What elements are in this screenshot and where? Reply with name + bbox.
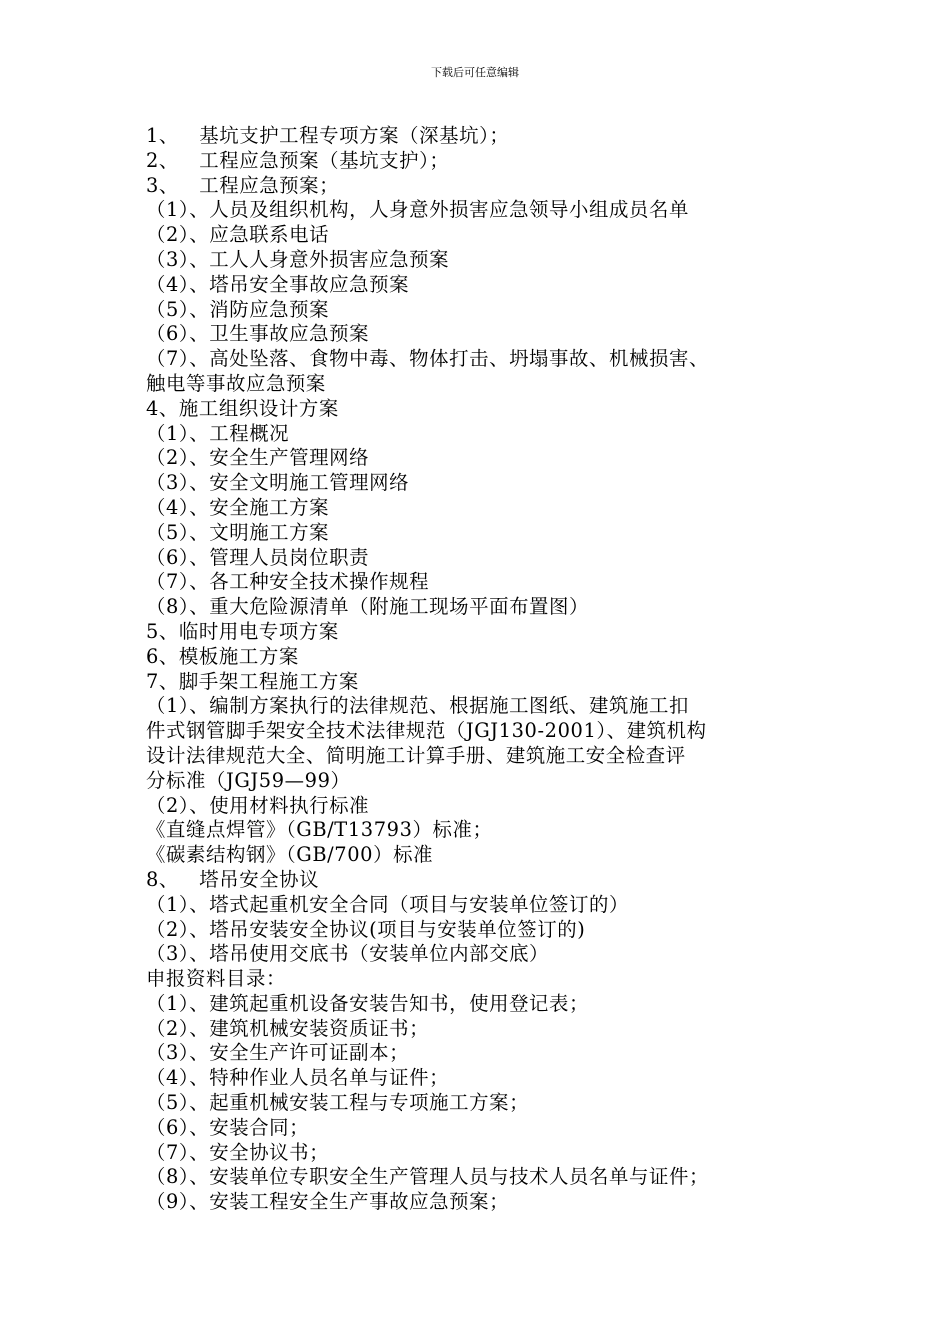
list-item: （5）、文明施工方案 [146,520,330,544]
document-body [146,124,836,1215]
list-item: （2）、塔吊安装安全协议(项目与安装单位签订的) [146,917,586,941]
list-item: （4）、特种作业人员名单与证件； [146,1066,450,1090]
list-item: （4）、安全施工方案 [146,495,330,519]
list-item: （1）、工程概况 [146,421,290,445]
list-item: （6）、卫生事故应急预案 [146,322,370,346]
list-item: 分标准（JGJ59—99） [146,768,351,792]
page-header: 下载后可任意编辑 [431,66,519,79]
list-item: （3）、工人人身意外损害应急预案 [146,247,450,271]
list-item: （8）、重大危险源清单（附施工现场平面布置图） [146,595,590,619]
list-item: （3）、安全生产许可证副本； [146,1041,410,1065]
list-item: 2、 工程应急预案（基坑支护）； [146,148,450,172]
list-item: 3、 工程应急预案； [146,173,340,197]
list-item: （1）、塔式起重机安全合同（项目与安装单位签订的） [146,892,630,916]
list-item: 8、 塔吊安全协议 [146,867,320,891]
list-item: 触电等事故应急预案 [146,371,326,395]
list-item: （2）、安全生产管理网络 [146,446,370,470]
list-item: 设计法律规范大全、简明施工计算手册、建筑施工安全检查评 [146,743,686,767]
list-item: 5、临时用电专项方案 [146,619,339,643]
list-item: （2）、使用材料执行标准 [146,793,370,817]
list-item: （1）、编制方案执行的法律规范、根据施工图纸、建筑施工扣 [146,694,689,718]
list-item: （3）、塔吊使用交底书（安装单位内部交底） [146,942,550,966]
list-item: 《直缝点焊管》（GB/T13793）标准； [146,818,493,842]
list-item: （7）、高处坠落、食物中毒、物体打击、坍塌事故、机械损害、 [146,347,709,371]
list-item: 7、脚手架工程施工方案 [146,669,359,693]
list-item: （4）、塔吊安全事故应急预案 [146,272,410,296]
list-item: （6）、安装合同； [146,1115,310,1139]
list-item: （7）、安全协议书； [146,1140,330,1164]
list-item: （1）、建筑起重机设备安装告知书，使用登记表； [146,991,590,1015]
list-item: （5）、消防应急预案 [146,297,330,321]
list-item: （7）、各工种安全技术操作规程 [146,570,430,594]
list-item: （2）、建筑机械安装资质证书； [146,1016,430,1040]
list-item: 1、 基坑支护工程专项方案（深基坑）； [146,124,510,147]
list-item: （6）、管理人员岗位职责 [146,545,370,569]
list-item: 《碳素结构钢》（GB/700）标准 [146,843,434,867]
list-item: （8）、安装单位专职安全生产管理人员与技术人员名单与证件； [146,1165,709,1189]
list-item: 件式钢管脚手架安全技术法律规范（JGJ130-2001）、建筑机构 [146,719,707,743]
list-item: （9）、安装工程安全生产事故应急预案； [146,1190,510,1214]
list-item: （3）、安全文明施工管理网络 [146,471,410,495]
list-item: 6、模板施工方案 [146,644,299,668]
list-item: 申报资料目录： [146,967,286,991]
list-item: （1）、人员及组织机构，人身意外损害应急领导小组成员名单 [146,198,689,222]
list-item: 4、施工组织设计方案 [146,396,339,420]
list-item: （2）、应急联系电话 [146,223,330,247]
list-item: （5）、起重机械安装工程与专项施工方案； [146,1091,530,1115]
